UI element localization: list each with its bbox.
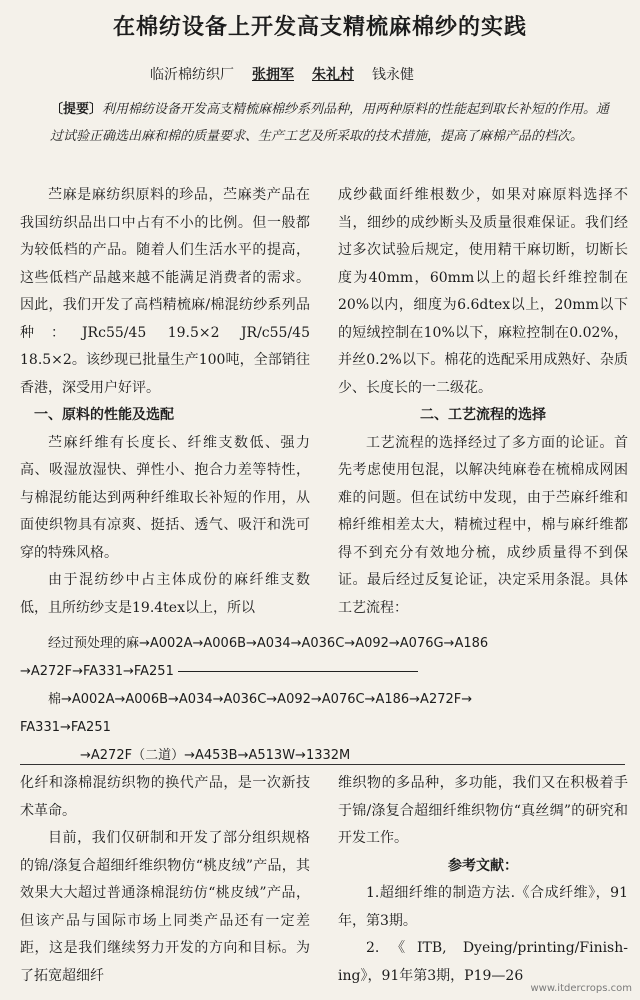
abstract <box>50 96 610 150</box>
abstract-label: 〔提要〕 <box>50 102 103 117</box>
reference-2: 2.《ITB, Dyeing/printing/Finish-ing》，91年第3期，P19—26 <box>338 940 628 984</box>
reference-1: 1.超细纤维的制造方法.《合成纤维》，91年，第3期。 <box>338 885 628 929</box>
continuation-paragraph: 化纤和涤棉混纺织物的换代产品，是一次新技术革命。 <box>20 775 310 819</box>
article-title: 在棉纺设备上开发高支精梳麻棉纱的实践 <box>112 14 527 40</box>
intro-paragraph: 苎麻是麻纺织原料的珍品，苎麻类产品在我国纺织品出口中占有不小的比例。但一般都为较低档的产品。随着人们生活水平的提高，这些低档产品越来越不能满足消费者的需求。因此，我们开发了高档精梳麻/棉混纺纱系列品种：JRc55/45 19.5×2 JR/c55/45 18.5×2。该纱现已批量生产100吨，全部销往香港，深受用户好评。 <box>20 187 310 396</box>
left-column-top <box>20 182 310 622</box>
flow-connector <box>178 671 418 672</box>
flow-line-merged: →A272F（二道）→A453B→A513W→1332M <box>80 748 351 763</box>
flow-line-hemp: 经过预处理的麻→A002A→A006B→A034→A036C→A092→A076G→A186 <box>48 636 489 651</box>
author-1: 张拥军 <box>252 67 294 83</box>
material-paragraph: 成纱截面纤维根数少，如果对麻原料选择不当，细纱的成纱断头及质量很难保证。我们经过多次试验后规定，使用精干麻切断，切断长度为40mm，60mm以上的超长纤维控制在20%以内，细度为6.6dtex以上，20mm以下的短绒控制在10%以下，麻粒控制在0.02%，并丝0.2%以下。棉花的选配采用成熟好、杂质少、长度长的一二级花。 <box>338 187 628 396</box>
author-line <box>150 64 570 84</box>
flow-line-hemp-cont <box>20 658 625 686</box>
conclusion-continuation: 维织物的多品种，多功能，我们又在积极着手于锦/涤复合超细纤维织物仿“真丝绸”的研究和开发工作。 <box>338 775 628 846</box>
author-2: 朱礼村 <box>312 67 354 83</box>
watermark: www.itdercrops.com <box>530 983 632 994</box>
section-divider <box>20 764 625 765</box>
section-1-paragraph-1: 苎麻纤维有长度长、纤维支数低、强力高、吸湿放湿快、弹性小、抱合力差等特性，与棉混纺能达到两种纤维取长补短的作用，从面使织物具有凉爽、挺括、透气、吸汗和洗可穿的特殊风格。 <box>20 434 310 561</box>
flow-line-cotton-cont: FA331→FA251 <box>20 720 111 735</box>
flow-line-hemp-tail: →A272F→FA331→FA251 <box>20 664 174 679</box>
flow-line-cotton: 棉→A002A→A006B→A034→A036C→A092→A076C→A186→A272F→ <box>48 692 473 707</box>
right-column-top <box>338 182 628 622</box>
process-flow <box>20 630 625 770</box>
section-1-heading: 一、原料的性能及选配 <box>34 407 174 423</box>
references-heading: 参考文献： <box>448 857 518 874</box>
left-column-bottom <box>20 770 310 990</box>
abstract-text: 利用棉纺设备开发高支精梳麻棉纱系列品种，用两种原料的性能起到取长补短的作用。通过试验正确选出麻和棉的质量要求、生产工艺及所采取的技术措施，提高了麻棉产品的档次。 <box>50 102 610 144</box>
affiliation: 临沂棉纺织厂 <box>150 67 234 83</box>
conclusion-paragraph: 目前，我们仅研制和开发了部分组织规格的锦/涤复合超细纤维织物仿“桃皮绒”产品，其效果大大超过普通涤棉混纺仿“桃皮绒”产品，但该产品与国际市场上同类产品还有一定差距，这是我们继续努力开发的方向和目标。为了拓宽超细纤 <box>20 830 310 984</box>
section-2-paragraph: 工艺流程的选择经过了多方面的论证。首先考虑使用包混，以解决纯麻卷在梳棉成网困难的问题。但在试纺中发现，由于苎麻纤维和棉纤维相差太大，精梳过程中，棉与麻纤维都得不到充分有效地分梳，成纱质量得不到保证。最后经过反复论证，决定采用条混。具体工艺流程： <box>338 434 628 616</box>
right-column-bottom <box>338 770 628 990</box>
section-1-paragraph-2: 由于混纺纱中占主体成份的麻纤维支数低，且所纺纱支是19.4tex以上，所以 <box>20 572 310 616</box>
author-3: 钱永健 <box>372 67 414 83</box>
section-2-heading: 二、工艺流程的选择 <box>420 407 546 423</box>
